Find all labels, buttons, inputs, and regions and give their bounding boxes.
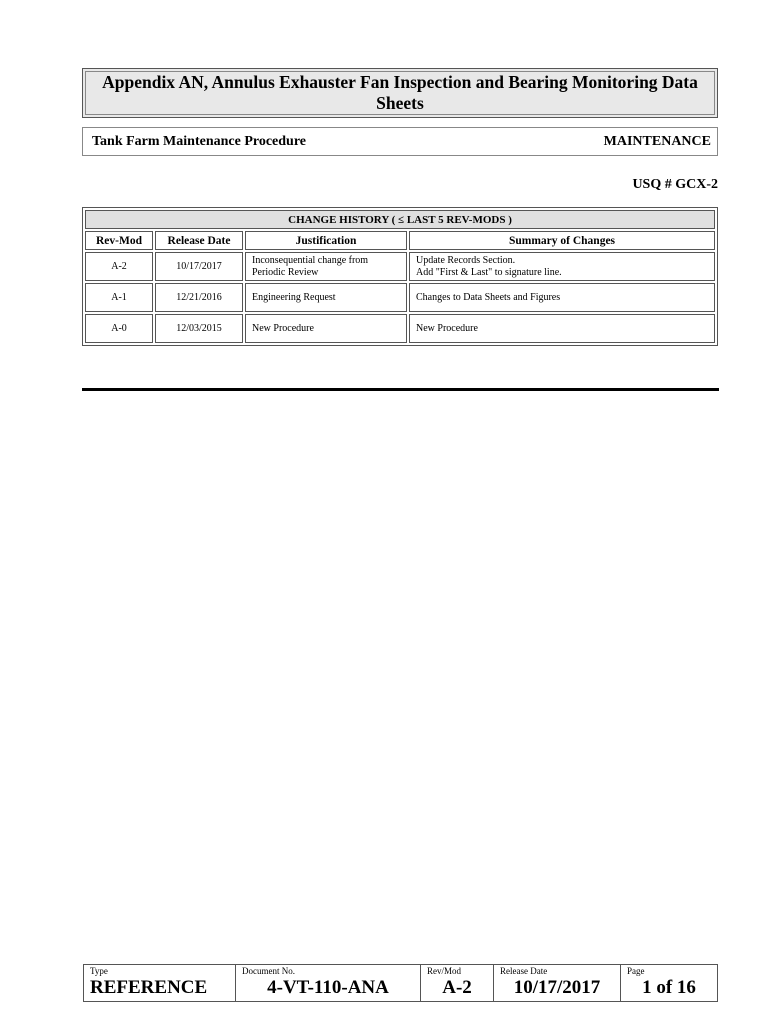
table-row xyxy=(85,252,715,281)
justification-line: Inconsequential change from xyxy=(252,254,369,266)
footer-revmod-label: Rev/Mod xyxy=(427,966,462,976)
rev-mod-cell: A-0 xyxy=(85,314,153,343)
justification-line: Periodic Review xyxy=(252,266,319,278)
column-header-justification: Justification xyxy=(245,231,407,250)
document-title-box xyxy=(82,68,718,118)
justification-cell: New Procedure xyxy=(245,314,407,343)
document-title: Appendix AN, Annulus Exhauster Fan Inspection and Bearing Monitoring Data Sheets xyxy=(102,72,698,113)
table-row xyxy=(85,283,715,312)
summary-line: Add "First & Last" to signature line. xyxy=(416,266,562,278)
change-history-caption: CHANGE HISTORY ( ≤ LAST 5 REV-MODS ) xyxy=(85,210,715,229)
footer-page-cell xyxy=(621,965,718,1002)
justification-cell xyxy=(245,252,407,281)
footer-page-label: Page xyxy=(627,966,645,976)
usq-number: USQ # GCX-2 xyxy=(632,177,718,192)
summary-cell: New Procedure xyxy=(409,314,715,343)
footer-doc-cell xyxy=(236,965,421,1002)
summary-line: Update Records Section. xyxy=(416,254,516,266)
footer-date-cell xyxy=(494,965,621,1002)
table-row xyxy=(85,314,715,343)
footer-type-value: REFERENCE xyxy=(90,977,208,998)
summary-cell xyxy=(409,252,715,281)
release-date-cell: 12/21/2016 xyxy=(155,283,243,312)
release-date-cell: 12/03/2015 xyxy=(155,314,243,343)
footer-date-label: Release Date xyxy=(500,966,548,976)
release-date-cell: 10/17/2017 xyxy=(155,252,243,281)
column-header-release-date: Release Date xyxy=(155,231,243,250)
procedure-bar xyxy=(82,127,718,156)
footer-page-value: 1 of 16 xyxy=(642,977,696,998)
justification-cell: Engineering Request xyxy=(245,283,407,312)
footer-type-label: Type xyxy=(90,966,108,976)
rev-mod-cell: A-1 xyxy=(85,283,153,312)
footer-block xyxy=(83,964,718,1002)
footer-doc-label: Document No. xyxy=(242,966,295,976)
column-header-rev-mod: Rev-Mod xyxy=(85,231,153,250)
footer-revmod-cell xyxy=(421,965,494,1002)
procedure-category: MAINTENANCE xyxy=(603,133,711,149)
footer-revmod-value: A-2 xyxy=(442,977,472,998)
procedure-name: Tank Farm Maintenance Procedure xyxy=(92,133,307,149)
section-divider xyxy=(82,388,719,391)
summary-cell: Changes to Data Sheets and Figures xyxy=(409,283,715,312)
footer-type-cell xyxy=(84,965,236,1002)
column-header-summary: Summary of Changes xyxy=(409,231,715,250)
footer-doc-value: 4-VT-110-ANA xyxy=(267,977,389,998)
change-history-table xyxy=(82,207,718,346)
footer-date-value: 10/17/2017 xyxy=(513,977,601,998)
rev-mod-cell: A-2 xyxy=(85,252,153,281)
